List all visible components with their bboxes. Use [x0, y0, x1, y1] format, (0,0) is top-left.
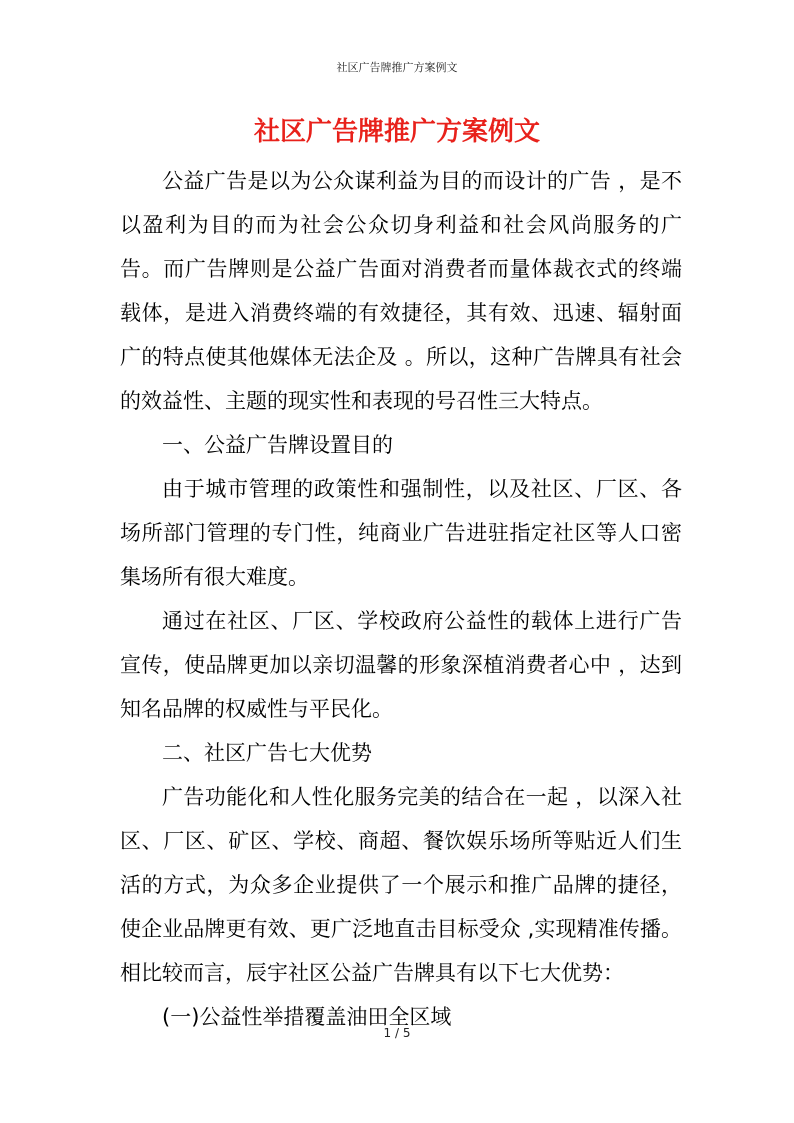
section-heading-2: 二、社区广告七大优势	[162, 741, 372, 765]
document-title: 社区广告牌推广方案例文	[253, 117, 540, 147]
paragraph-purpose-1: 由于城市管理的政策性和强制性，以及社区、厂区、各场所部门管理的专门性，纯商业广告进驻指定社区等人口密集场所有很大难度。	[120, 477, 682, 589]
page-number: 1 / 5	[383, 1026, 411, 1040]
document-body	[120, 159, 682, 1039]
paragraph-advantages: 广告功能化和人性化服务完美的结合在一起 ，以深入社区、厂区、矿区、学校、商超、餐饮娱乐场所等贴近人们生活的方式，为众多企业提供了一个展示和推广品牌的捷径，使企业品牌更有效、更广泛地直击目标受众 ,实现精准传播。相比较而言，辰宇社区公益广告牌具有以下七大优势：	[120, 785, 682, 985]
subsection-heading-1: (一)公益性举措覆盖油田全区域	[162, 1005, 452, 1029]
paragraph-intro: 公益广告是以为公众谋利益为目的而设计的广告 ，是不以盈利为目的而为社会公众切身利益和社会风尚服务的广告。而广告牌则是公益广告面对消费者而量体裁衣式的终端载体，是进入消费终端的有效捷径，其有效、迅速、辐射面广的特点使其他媒体无法企及 。所以，这种广告牌具有社会的效益性、主题的现实性和表现的号召性三大特点。	[120, 169, 682, 413]
paragraph-purpose-2: 通过在社区、厂区、学校政府公益性的载体上进行广告宣传，使品牌更加以亲切温馨的形象深植消费者心中 ，达到知名品牌的权威性与平民化。	[120, 609, 682, 721]
section-heading-1: 一、公益广告牌设置目的	[162, 433, 393, 457]
running-header: 社区广告牌推广方案例文	[336, 61, 458, 74]
